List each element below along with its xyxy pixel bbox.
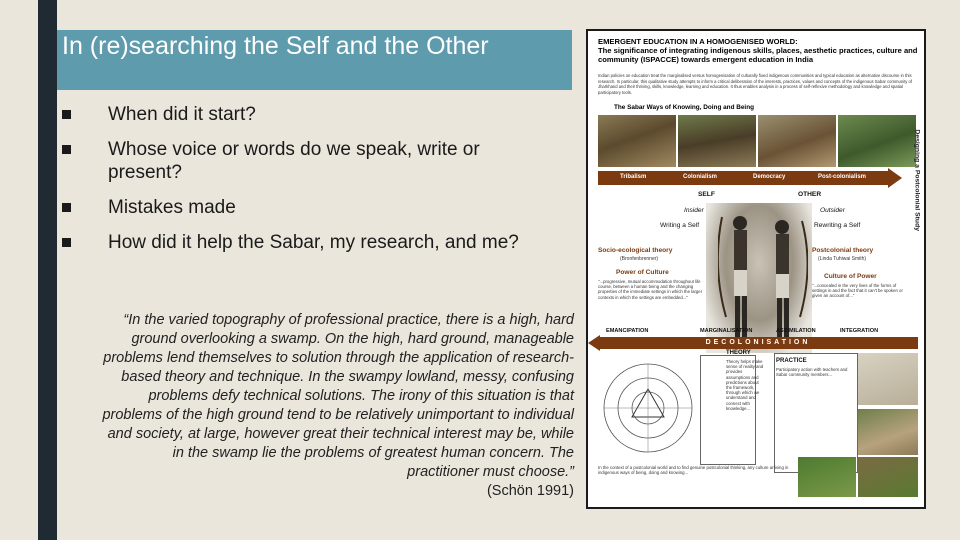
theory-right-sub: (Linda Tuhiwai Smith): [818, 256, 867, 262]
rewriting-self-label: Rewriting a Self: [814, 222, 861, 229]
photo-children-outdoors: [838, 115, 916, 167]
poster-title-line: community (ISPACCE) towards emergent education in India: [598, 55, 814, 64]
timeline-arrowhead-icon: [888, 168, 902, 188]
stage-label: MARGINALISATION: [700, 328, 753, 334]
bullet-square-icon: [62, 145, 71, 154]
quote-text: “In the varied topography of professional practice, there is a high, hard ground overlooking a swamp. On the high, hard ground, manageable problems lend themselves to solution through the application of research-based theory and technique. In the swampy lowland, messy, confusing problems defy technical solutions. The irony of this situation is that problems of the high ground tend to be relatively unimportant to individual and society, at large, however great their technical interest may be, while in the swamp lie the problems of greatest human concern. The practitioner must choose.”: [102, 312, 574, 480]
poster-footer: In the context of a postcolonial world and to find genuine postcolonial thinking, any culture arriving in indigenous ways of being, doing and knowing...: [598, 465, 789, 476]
research-poster-image: [586, 29, 926, 509]
photo-people-forest: [678, 115, 756, 167]
power-of-culture-text: "...progressive, mutual accommodation throughout life course, between a human being and the changing properties of the immediate settings in which the larger contexts in which the settings are embedded...": [598, 279, 703, 300]
practice-body: Participatory action with teachers and Sabar community members...: [776, 367, 848, 378]
self-label: SELF: [698, 191, 715, 198]
bullet-square-icon: [62, 203, 71, 212]
poster-subtitle: The Sabar Ways of Knowing, Doing and Being: [614, 104, 755, 111]
timeline-label: Democracy: [753, 174, 786, 180]
slide-title: In (re)searching the Self and the Other: [62, 32, 489, 60]
timeline-arrow: [598, 171, 888, 185]
bullet-item: [62, 196, 522, 219]
poster-title-line: The significance of integrating indigenous skills, places, aesthetic practices, culture and: [598, 46, 918, 55]
culture-of-power: Culture of Power: [824, 273, 877, 280]
bullet-item: [62, 138, 522, 184]
bullet-item: [62, 231, 522, 254]
decolonisation-bar: DECOLONISATION: [598, 337, 918, 349]
left-accent-stripe: [38, 0, 57, 540]
practice-heading: PRACTICE: [776, 358, 807, 364]
stage-label: INTEGRATION: [840, 328, 879, 334]
bullet-square-icon: [62, 110, 71, 119]
bullet-square-icon: [62, 238, 71, 247]
timeline-label: Post-colonialism: [818, 174, 867, 180]
bullet-text: Whose voice or words do we speak, write or present?: [108, 139, 480, 183]
other-label: OTHER: [798, 191, 822, 198]
photo-hut: [858, 457, 918, 497]
bullet-text: When did it start?: [108, 104, 256, 125]
stage-label: ASSIMILATION: [776, 328, 816, 334]
photo-field-plants: [798, 457, 856, 497]
poster-title-line: EMERGENT EDUCATION IN A HOMOGENISED WORLD:: [598, 37, 798, 46]
bullet-text: Mistakes made: [108, 197, 236, 218]
photo-classroom-board: [858, 353, 918, 405]
poster-abstract: Indian policies on education treat the marginalised versus homogenisation of culturally fixed indigenous communities and typical education as alternative discourse in this research. In particular, this qualitative study attempts to inform a critical deliberation of the interests, practices, values and concepts of the indigenous Sabar community of Jharkhand and their thriving, skills, knowledge, learning and education. It thus enables analysis in a process of self-reflexive methodology and knowledge and spatial participatory tools.: [598, 73, 912, 95]
writing-self-label: Writing a Self: [660, 222, 700, 229]
bullet-item: [62, 103, 522, 126]
poster-title: [598, 37, 918, 64]
photo-man-holding-paper: [858, 409, 918, 455]
theory-left: Socio-ecological theory: [598, 247, 673, 254]
theory-wheel-diagram: [598, 353, 698, 463]
bullet-list: [62, 103, 522, 254]
schon-quote: [100, 311, 574, 501]
bullet-text: How did it help the Sabar, my research, and me?: [108, 232, 519, 253]
theory-right: Postcolonial theory: [812, 247, 874, 254]
theory-body: Theory helps make sense of reality and provides assumptions and predictions about the framework, through which we understand and connect with knowledge...: [726, 359, 764, 411]
theory-heading: THEORY: [726, 350, 751, 356]
photo-community-group: [598, 115, 676, 167]
photo-village-gathering: [758, 115, 836, 167]
timeline-label: Tribalism: [620, 174, 647, 180]
timeline-label: Colonialism: [683, 174, 718, 180]
theory-left-sub: (Bronfenbrenner): [620, 256, 659, 262]
insider-label: Insider: [684, 207, 704, 214]
power-of-culture: Power of Culture: [616, 269, 669, 276]
culture-of-power-text: "...concealed in the very lives of the forms of settings in and the fact that it can't be spoken or given an account of...": [812, 283, 903, 299]
vertical-label: Designing a Postcolonial Study: [914, 129, 921, 231]
quote-citation: (Schön 1991): [486, 483, 574, 499]
outsider-label: Outsider: [820, 207, 845, 214]
stage-label: EMANCIPATION: [606, 328, 649, 334]
